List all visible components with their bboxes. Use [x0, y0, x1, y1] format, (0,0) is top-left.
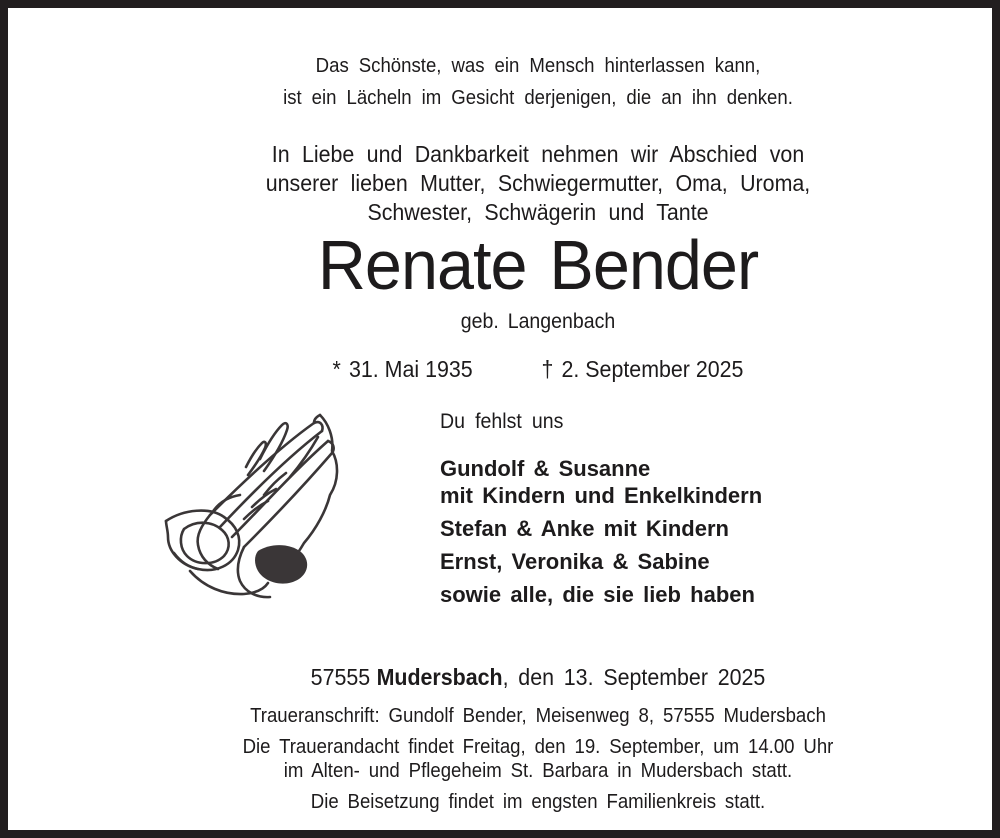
farewell-line: Du fehlst uns — [440, 410, 564, 433]
date-suffix: , den 13. September 2025 — [502, 664, 766, 690]
intro-line-2: unserer lieben Mutter, Schwiegermutter, Oma, Uroma, — [265, 170, 811, 196]
mourner-line-4: Ernst, Veronika & Sabine — [440, 549, 710, 574]
intro-line-1: In Liebe und Dankbarkeit nehmen wir Abschied von — [271, 141, 805, 167]
intro-text — [116, 140, 960, 227]
mourner-line-3: Stefan & Anke mit Kindern — [440, 516, 729, 541]
mourner-line-2: mit Kindern und Enkelkindern — [440, 483, 763, 508]
praying-hands-icon — [160, 403, 350, 603]
mourning-address-line: Traueranschrift: Gundolf Bender, Meisenweg 8, 57555 Mudersbach — [250, 705, 826, 727]
postal-code: 57555 — [310, 664, 371, 690]
epigraph-line-1: Das Schönste, was ein Mensch hinterlassen kann, — [315, 55, 761, 77]
burial-line: Die Beisetzung findet im engsten Familienkreis statt. — [310, 791, 766, 813]
service-line-2: im Alten- und Pflegeheim St. Barbara in Mudersbach statt. — [283, 760, 793, 782]
service-line-1: Die Trauerandacht findet Freitag, den 19. September, um 14.00 Uhr — [242, 736, 834, 758]
mourners-block — [440, 403, 762, 608]
life-dates — [116, 355, 960, 383]
death-cross-symbol: † — [541, 356, 554, 382]
epigraph-line-2: ist ein Lächeln im Gesicht derjenigen, die an ihn denken. — [283, 87, 793, 109]
death-date — [541, 355, 743, 383]
place-date-line — [116, 662, 960, 692]
intro-line-3: Schwester, Schwägerin und Tante — [367, 199, 709, 225]
birth-date-text: 31. Mai 1935 — [348, 356, 473, 382]
maiden-name: geb. Langenbach — [460, 310, 616, 333]
mourner-line-5: sowie alle, die sie lieb haben — [440, 582, 755, 607]
service-info — [116, 735, 960, 783]
epigraph-quote — [116, 50, 960, 114]
birth-star-symbol: * — [332, 356, 341, 382]
birth-date — [333, 355, 473, 383]
obituary-content — [8, 8, 992, 830]
middle-row — [84, 403, 992, 608]
praying-hands-image — [160, 403, 350, 603]
mourner-line-1: Gundolf & Susanne — [440, 456, 651, 481]
deceased-name: Renate Bender — [317, 226, 759, 304]
city-name: Mudersbach — [376, 664, 503, 690]
death-date-text: 2. September 2025 — [561, 356, 744, 382]
